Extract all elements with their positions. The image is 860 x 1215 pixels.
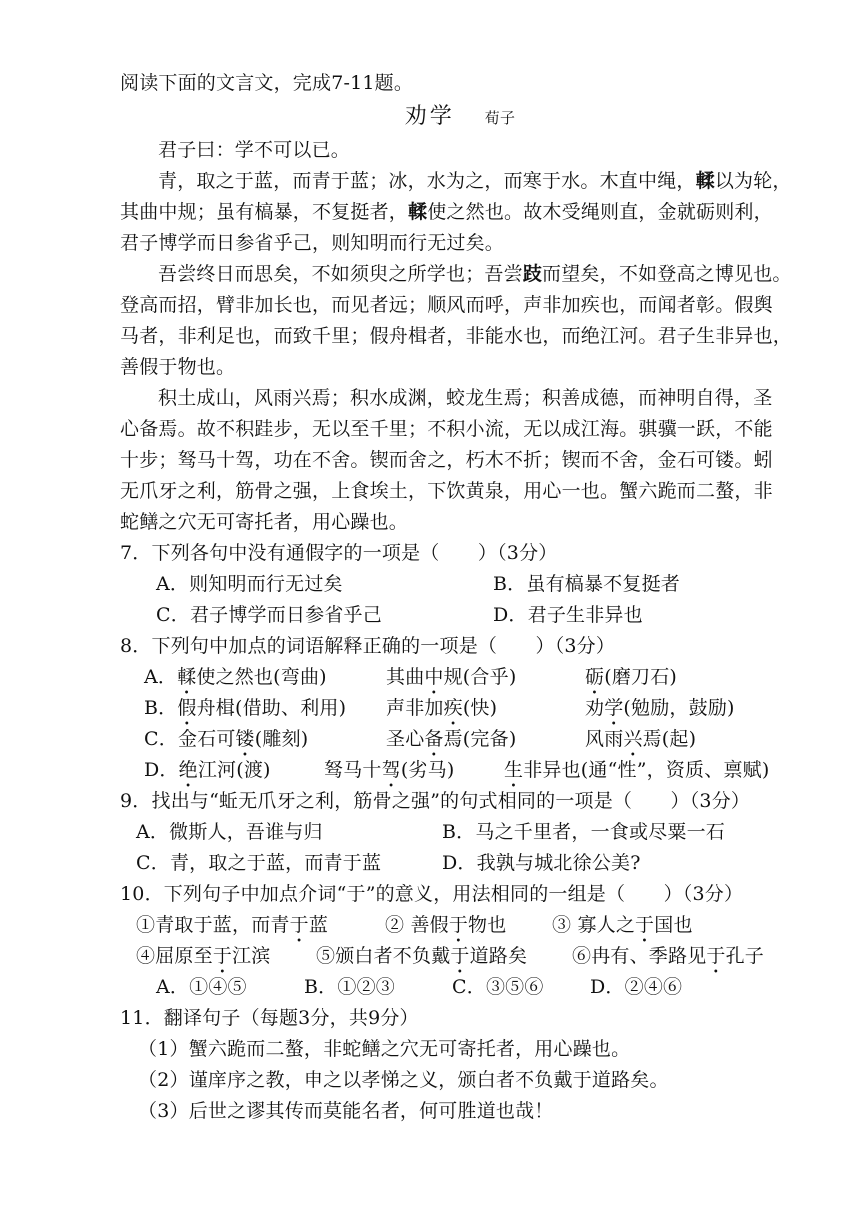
text-segment: 以为轮， — [714, 170, 792, 192]
text-segment: 使之然也。故木受绳则直，金就砺则利， — [427, 201, 773, 223]
text-segment: 驽马十 — [324, 759, 382, 781]
passage-paragraph-3-line-1 — [120, 259, 800, 290]
text-segment: 青，取之于蓝，而青于蓝；冰，水为之，而寒于水。木直中绳， — [158, 170, 696, 192]
dotted-word: 于 — [450, 945, 470, 967]
question-9-options-row-2 — [120, 848, 800, 879]
text-segment: C．金石可 — [144, 728, 236, 750]
passage-paragraph-4-line-5: 蛇鳝之穴无可寄托者，用心躁也。 — [120, 511, 409, 533]
question-7-stem: 7．下列各句中没有通假字的一项是（ ）（3分） — [120, 542, 558, 564]
passage-heading — [120, 99, 800, 135]
question-10-items-row-2 — [120, 941, 800, 972]
text-segment: 其曲中规；虽有槁暴，不复挺者， — [120, 201, 409, 223]
dotted-word: 学 — [604, 697, 624, 719]
dotted-word: 假 — [177, 697, 197, 719]
text-segment: 规(合乎) — [443, 666, 517, 688]
question-7-options-row-1 — [120, 569, 800, 600]
text-segment: (劣马) — [400, 759, 455, 781]
question-7-option-a: A．则知明而行无过矣 — [156, 573, 343, 595]
text-segment: 物也 — [468, 914, 507, 936]
question-9-option-a: A．微斯人，吾谁与归 — [136, 821, 323, 843]
text-segment: D． — [144, 759, 179, 781]
question-10-option-a: A．①④⑤ — [156, 976, 247, 998]
question-11-sentence-3: （3）后世之谬其传而莫能名者，何可胜道也哉！ — [138, 1100, 554, 1122]
exam-page — [120, 68, 800, 1127]
passage-body — [120, 135, 800, 538]
passage-paragraph-2-line-2 — [120, 197, 800, 228]
text-segment: ④屈原至 — [136, 945, 213, 967]
question-10-option-d: D．②④⑥ — [590, 976, 683, 998]
text-segment: 风雨 — [585, 728, 624, 750]
text-segment: 而望矣，不如登高之博见也。 — [542, 263, 792, 285]
passage-title: 劝学 — [404, 104, 455, 129]
passage-paragraph-4-line-1: 积土成山，风雨兴焉；积水成渊，蛟龙生焉；积善成德，而神明自得，圣 — [158, 387, 773, 409]
text-segment: 非异也(通“性”，资质、禀赋) — [523, 759, 770, 781]
text-segment: (快) — [462, 697, 498, 719]
question-7-option-d: D．君子生非异也 — [493, 604, 643, 626]
bold-character: 輮 — [695, 170, 715, 192]
passage-paragraph-4-line-4: 无爪牙之利，筋骨之强，上食埃土，下饮黄泉，用心一也。蟹六跪而二螯，非 — [120, 480, 773, 502]
question-11-stem: 11．翻译句子（每题3分，共9分） — [120, 1007, 419, 1029]
passage-paragraph-2-line-3: 君子博学而日参省乎己，则知明而行无过矣。 — [120, 232, 505, 254]
question-9-option-c: C．青，取之于蓝，而青于蓝 — [136, 852, 382, 874]
text-segment: 吾尝终日而思矣，不如须臾之所学也；吾尝 — [158, 263, 523, 285]
dotted-word: 于 — [706, 945, 726, 967]
text-segment: B． — [144, 697, 178, 719]
question-10-option-c: C．③⑤⑥ — [452, 976, 544, 998]
question-8-d-item-3 — [504, 755, 769, 792]
passage-paragraph-3-line-3: 马者，非利足也，而致千里；假舟楫者，非能水也，而绝江河。君子生非异也， — [120, 325, 793, 347]
question-10-options-row — [120, 972, 800, 1003]
text-segment: A． — [144, 666, 178, 688]
passage-paragraph-3-line-4: 善假于物也。 — [120, 356, 236, 378]
text-segment: (勉励，鼓励) — [623, 697, 735, 719]
question-8-row-a — [120, 662, 800, 693]
passage-paragraph-1: 君子曰：学不可以已。 — [158, 139, 351, 161]
passage-paragraph-4-line-3: 十步；驽马十驾，功在不舍。锲而舍之，朽木不折；锲而不舍，金石可镂。蚓 — [120, 449, 773, 471]
question-10-items-row-1 — [120, 910, 800, 941]
dotted-word: 砺 — [585, 666, 605, 688]
bold-character: 輮 — [408, 201, 428, 223]
dotted-word: 于 — [212, 945, 233, 967]
dotted-word: 生 — [504, 759, 524, 781]
bold-character: 跂 — [522, 263, 543, 285]
question-8-row-c — [120, 724, 800, 755]
question-8-stem: 8．下列句中加点的词语解释正确的一项是（ ）（3分） — [120, 635, 616, 657]
text-segment: 孔子 — [725, 945, 765, 967]
dotted-word: 镂 — [235, 728, 255, 750]
passage-paragraph-3-line-2: 登高而招，臂非加长也，而见者远；顺风而呼，声非加疾也，而闻者彰。假舆 — [120, 294, 773, 316]
reading-instruction: 阅读下面的文言文，完成7-11题。 — [120, 72, 414, 94]
text-segment: 劝 — [585, 697, 605, 719]
text-segment: 焉(起) — [642, 728, 697, 750]
question-9-stem: 9．找出与“蚯无爪牙之利，筋骨之强”的句式相同的一项是（ ）（3分） — [120, 790, 751, 812]
dotted-word: 驾 — [381, 759, 401, 781]
text-segment: ③ 寡人之 — [552, 914, 636, 936]
dotted-word: 輮 — [177, 666, 197, 688]
text-segment: 焉(完备) — [443, 728, 517, 750]
question-7-options-row-2 — [120, 600, 800, 631]
dotted-word: 于 — [289, 914, 309, 936]
question-11-sentence-1: （1）蟹六跪而二螯，非蛇鳝之穴无可寄托者，用心躁也。 — [138, 1038, 631, 1060]
text-segment: ⑥冉有、季路见 — [572, 945, 707, 967]
text-segment: 国也 — [654, 914, 693, 936]
dotted-word: 于 — [448, 914, 469, 936]
text-segment: 江河(渡) — [197, 759, 271, 781]
dotted-word: 于 — [635, 914, 655, 936]
text-segment: 道路矣 — [469, 945, 528, 967]
question-11-sentence-2: （2）谨庠序之教，申之以孝悌之义，颁白者不负戴于道路矣。 — [138, 1069, 669, 1091]
text-segment: ② 善假 — [385, 914, 449, 936]
text-segment: 其曲 — [386, 666, 425, 688]
question-8-row-d — [120, 755, 800, 786]
question-7-option-c: C．君子博学而日参省乎己 — [156, 604, 382, 626]
question-8-d-item-2 — [324, 755, 454, 792]
text-segment: 声非加 — [386, 697, 444, 719]
text-segment: 使之然也(弯曲) — [196, 666, 327, 688]
question-10-stem: 10．下列句子中加点介词“于”的意义，用法相同的一组是（ ）（3分） — [120, 883, 744, 905]
text-segment: 江滨 — [232, 945, 271, 967]
text-segment: (磨刀石) — [604, 666, 678, 688]
question-7-option-b: B．虽有槁暴不复挺者 — [493, 573, 680, 595]
dotted-word: 绝 — [178, 759, 198, 781]
question-10-option-b: B．①②③ — [304, 976, 395, 998]
passage-author: 荀子 — [484, 109, 516, 127]
dotted-word: 兴 — [623, 728, 643, 750]
question-9-option-d: D．我孰与城北徐公美? — [442, 852, 641, 874]
text-segment: 舟楫(借助、利用) — [196, 697, 347, 719]
question-9-option-b: B．马之千里者，一食或尽粟一石 — [442, 821, 725, 843]
text-segment: (雕刻) — [254, 728, 309, 750]
dotted-word: 中 — [424, 666, 444, 688]
dotted-word: 疾 — [443, 697, 463, 719]
text-segment: ⑤颁白者不负戴 — [316, 945, 451, 967]
question-8-d-item-1 — [144, 755, 271, 792]
dotted-word: 备 — [424, 728, 444, 750]
text-segment: ①青取于蓝，而青 — [136, 914, 290, 936]
text-segment: 蓝 — [308, 914, 329, 936]
passage-paragraph-2-line-1 — [120, 166, 800, 197]
question-9-options-row-1 — [120, 817, 800, 848]
passage-paragraph-4-line-2: 心备焉。故不积跬步，无以至千里；不积小流，无以成江海。骐骥一跃，不能 — [120, 418, 773, 440]
question-8-row-b — [120, 693, 800, 724]
text-segment: 圣心 — [386, 728, 425, 750]
